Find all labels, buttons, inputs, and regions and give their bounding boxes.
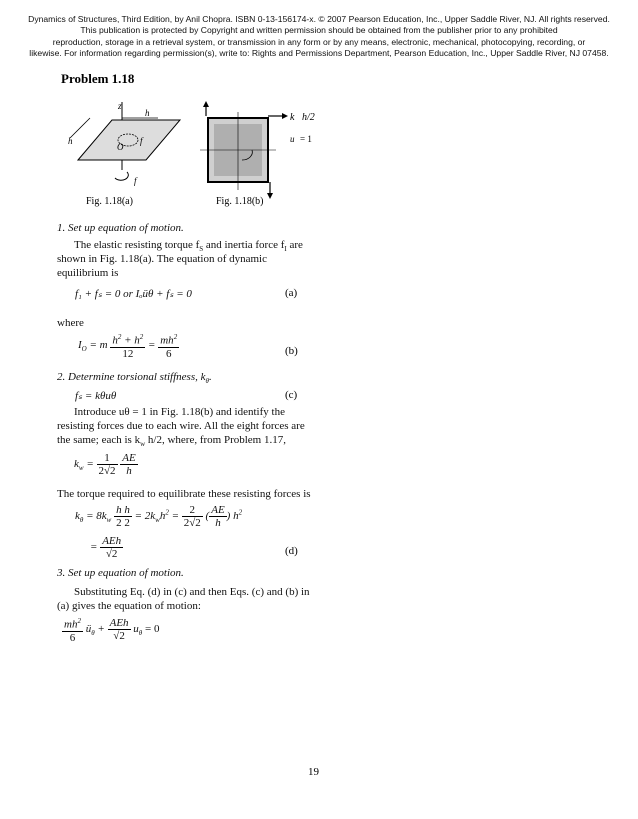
arrowhead-tl: [203, 101, 209, 107]
paragraph-1-line-3: equilibrium is: [57, 267, 119, 279]
tag-b: (b): [285, 345, 298, 357]
equation-c: fₛ = kθuθ: [75, 390, 117, 402]
paragraph-4-line-1: Substituting Eq. (d) in (c) and then Eqs. (c) and (b) in: [74, 586, 310, 598]
paragraph-4-line-2: (a) gives the equation of motion:: [57, 600, 201, 612]
paragraph-2-line-3: the same; each is $k_w$ h/2, where, from Problem 1.17,: [57, 434, 286, 449]
header-line-3: reproduction, storage in a retrieval system, or transmission in any form or by any means, electronic, mechanical, photocopying, recording, or: [52, 36, 586, 47]
section-1-heading: 1. Set up equation of motion.: [57, 222, 184, 234]
label-h-top: h: [145, 108, 150, 118]
section-2-heading: 2. Determine torsional stiffness, $k_\theta$.: [57, 371, 212, 386]
problem-title: Problem 1.18: [61, 71, 135, 86]
figure-1-18b: [196, 100, 326, 200]
arrowhead-br: [267, 193, 273, 199]
tag-d: (d): [285, 545, 298, 557]
paragraph-3: The torque required to equilibrate these resisting forces is: [57, 488, 311, 500]
paragraph-1-line-1: The elastic resisting torque $f_S$ and inertia force $f_I$ are: [74, 239, 303, 254]
equation-d-line-1: $k_\theta = 8k_w$ $\frac{\text{h h}}{2 2}$ = $2k_wh^2$ = $\frac{2}{2√2}$ ( $\frac{AE}{h}$ ) $h^2$: [75, 504, 243, 529]
label-h-side: h: [68, 136, 73, 146]
label-force: k: [290, 112, 295, 123]
arrowhead-tr: [282, 113, 288, 119]
section-3-heading: 3. Set up equation of motion.: [57, 567, 184, 579]
label-O: O: [117, 142, 124, 152]
header-line-4: likewise. For information regarding permission(s), write to: Rights and Permissions Department, Pearson Education, Inc., Upper Saddle River, NJ 07458.: [29, 48, 609, 59]
paragraph-2: [57, 405, 305, 452]
equation-kw: $k_w$ = $\frac{1}{2√2}$ $\frac{AE}{h}$: [74, 452, 136, 477]
header-line-1: Dynamics of Structures, Third Edition, by Anil Chopra. ISBN 0-13-156174-x. © 2007 Pearson Education, Inc., Upper Saddle River, NJ. All rights reserved.: [28, 14, 610, 24]
label-fS: f: [134, 176, 137, 186]
label-force-tail: h/2: [302, 112, 315, 123]
label-z: z: [118, 101, 122, 111]
paragraph-2-line-2: resisting forces due to each wire. All the eight forces are: [57, 420, 305, 433]
paragraph-1-line-2: shown in Fig. 1.18(a). The equation of dynamic: [57, 253, 267, 265]
equation-b: $I_O = m$ $\frac{h^2 + h^2}{12}$ = $\frac{mh^2}{6}$: [78, 333, 178, 360]
paragraph-2-line-1: Introduce uθ = 1 in Fig. 1.18(b) and identify the: [74, 406, 285, 418]
plate: [78, 120, 180, 160]
label-u: u: [290, 134, 295, 144]
equation-a: f₁ + fₛ = 0 or Iₒüθ + fₛ = 0: [75, 288, 192, 300]
label-fI: f: [140, 136, 143, 146]
label-u-tail: = 1: [300, 134, 312, 144]
tag-a: (a): [285, 287, 298, 299]
copyright-header: [14, 14, 624, 60]
torque-arrow-fs: [115, 172, 128, 180]
where-label: where: [57, 317, 84, 329]
page-number: 19: [308, 766, 319, 778]
dim-h-side: [70, 118, 90, 138]
caption-fig-a: Fig. 1.18(a): [86, 196, 133, 207]
tag-c: (c): [285, 389, 298, 401]
equation-d-line-2: = $\frac{\text{AEh}}{√2}$: [90, 535, 122, 560]
header-line-2: This publication is protected by Copyright and written permission should be obtained from the publisher prior to any prohibited: [80, 25, 558, 36]
caption-fig-b: Fig. 1.18(b): [216, 196, 264, 207]
figure-1-18a: [60, 100, 200, 195]
equation-of-motion: $\frac{mh^2}{6}$ $ü_\theta$ + $\frac{\text{AEh}}{√2}$ $u_\theta = 0$: [64, 616, 160, 644]
